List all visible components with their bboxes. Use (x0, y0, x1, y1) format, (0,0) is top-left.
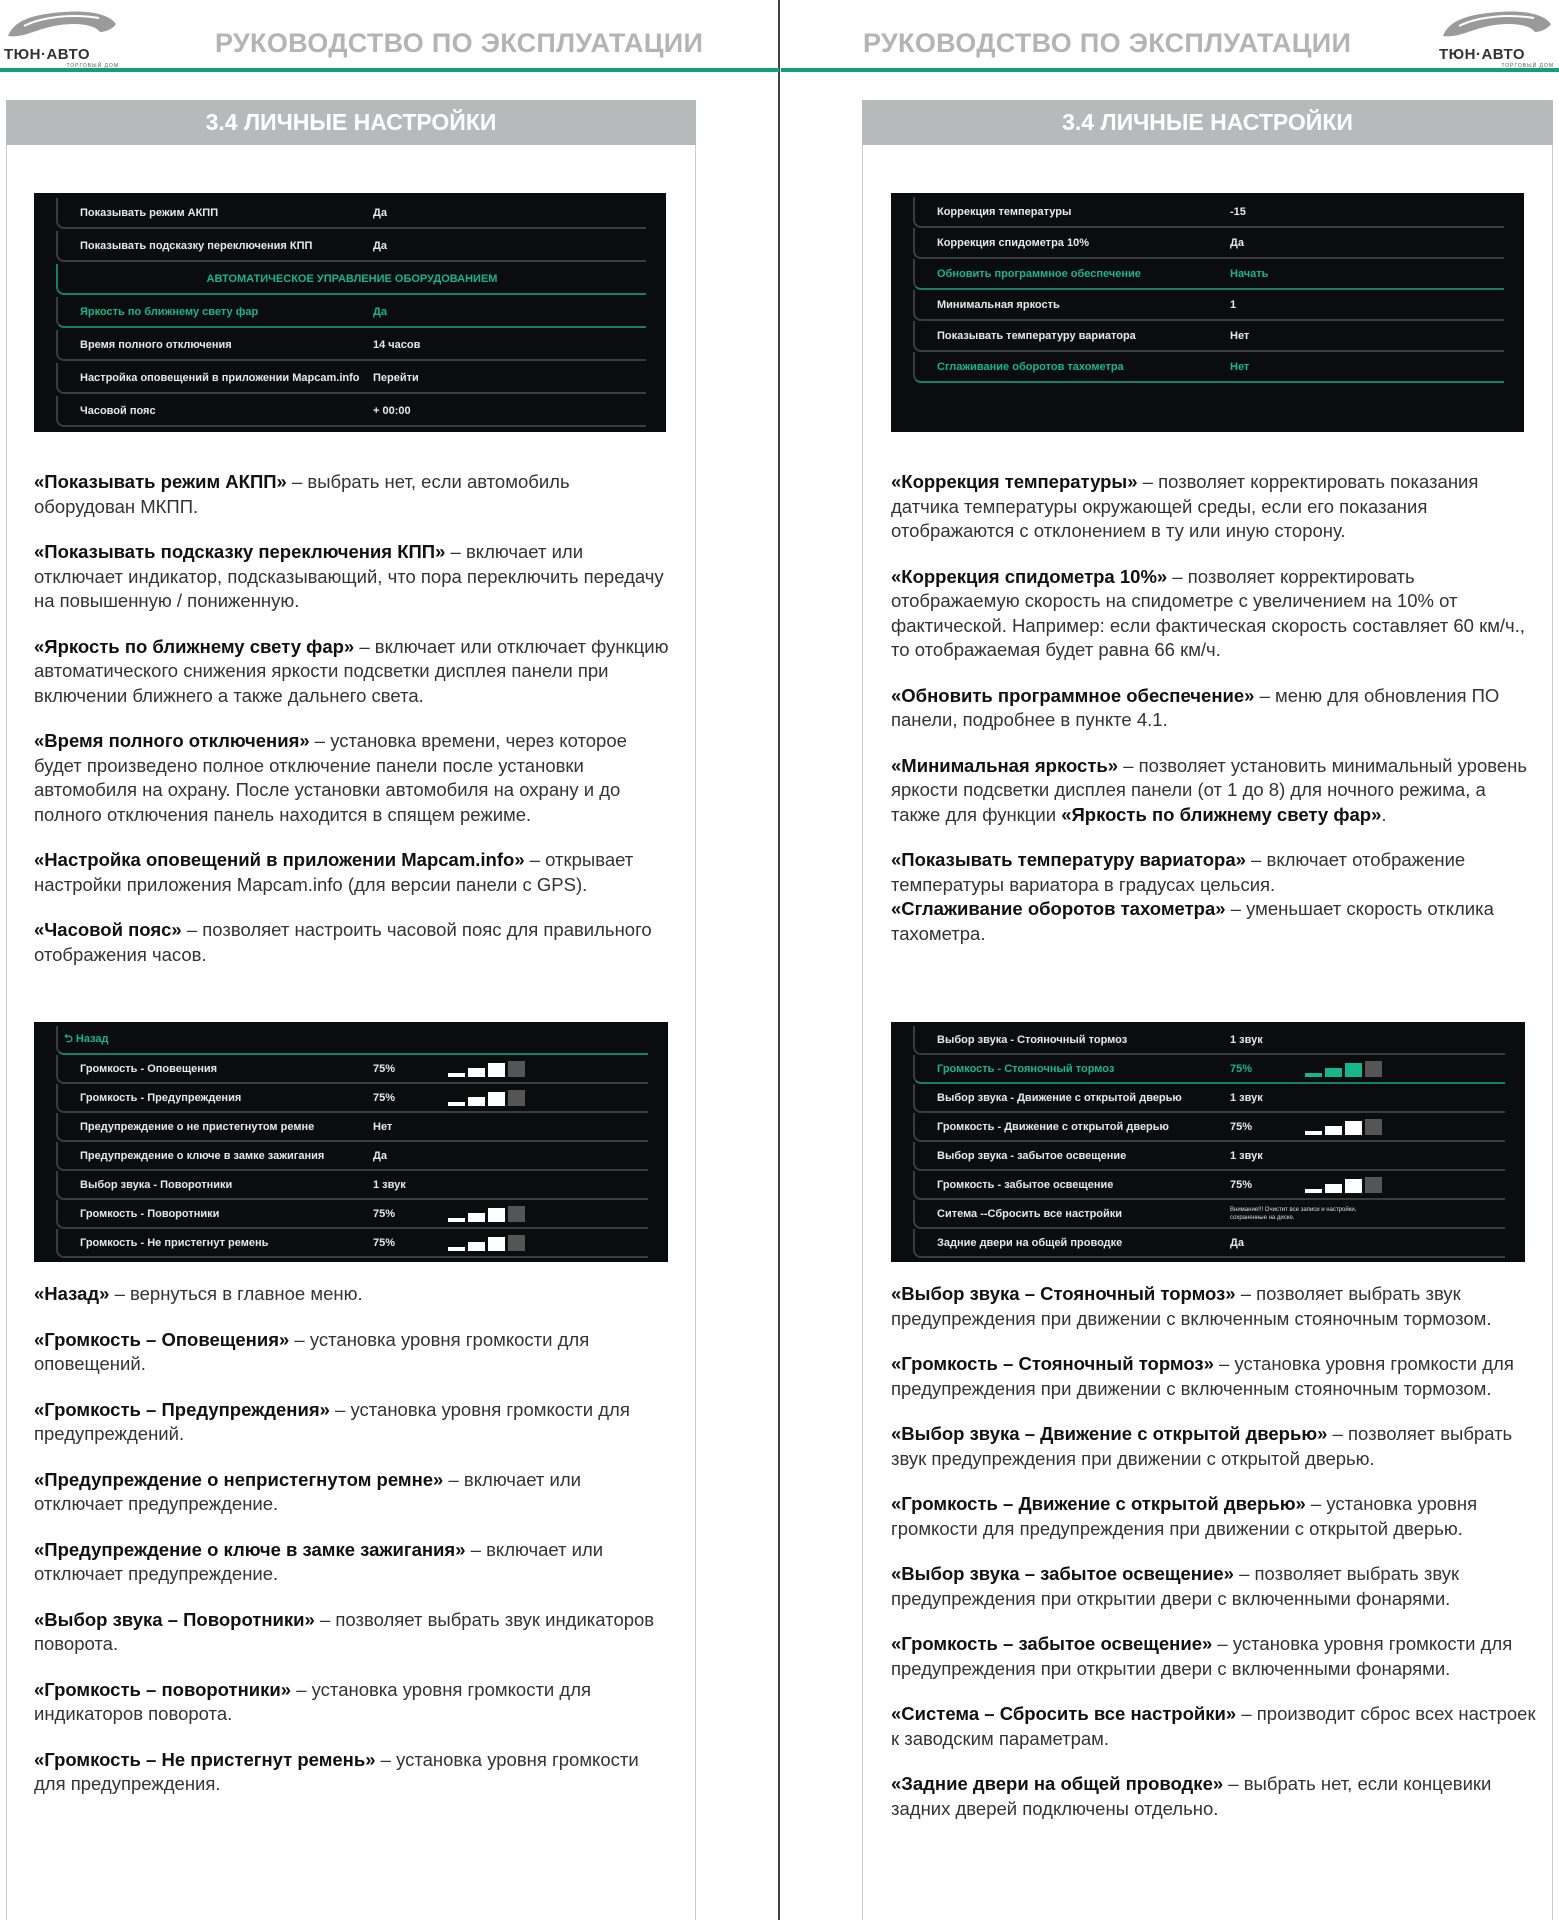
setting-label: Громкость - забытое освещение (937, 1178, 1114, 1191)
setting-value: 75% (373, 1062, 396, 1075)
page-header (781, 0, 1559, 72)
volume-level-bars[interactable] (448, 1090, 525, 1106)
setting-label: Яркость по ближнему свету фар (80, 305, 259, 318)
setting-label: Выбор звука - Стояночный тормоз (937, 1033, 1128, 1046)
volume-bar (1325, 1126, 1342, 1135)
setting-label: Предупреждение о ключе в замке зажигания (80, 1149, 325, 1162)
setting-label: Выбор звука - забытое освещение (937, 1149, 1127, 1162)
setting-value: + 00:00 (373, 404, 411, 417)
term-description: – меню для обновления ПО панели, подробнее в пункте 4.1. (891, 684, 1500, 730)
setting-value: 1 звук (1230, 1149, 1263, 1162)
setting-value: 1 звук (373, 1178, 406, 1191)
setting-value: Да (373, 206, 387, 219)
term-description: – производит сброс всех настроек к заводским параметрам. (891, 1703, 1536, 1749)
right-page (781, 0, 1559, 1920)
description-text (891, 1282, 1536, 1842)
setting-value: Нет (1230, 329, 1250, 342)
volume-bar (1325, 1184, 1342, 1193)
term-name: «Выбор звука – Стояночный тормоз» (891, 1283, 1236, 1304)
term-name: «Настройка оповещений в приложении Mapcam.info» (34, 849, 525, 870)
setting-value: 75% (1230, 1178, 1253, 1191)
settings-row[interactable] (56, 231, 646, 262)
term-name: «Система – Сбросить все настройки» (891, 1703, 1237, 1724)
volume-bar (508, 1206, 525, 1222)
description-paragraph (891, 1562, 1536, 1611)
volume-bar (1345, 1179, 1362, 1193)
settings-row[interactable] (56, 1229, 648, 1258)
term-description: – установка уровня громкости для предупреждения при движении с открытой дверью. (891, 1493, 1478, 1539)
description-paragraph (34, 1282, 674, 1307)
term-description: – включает или отключает индикатор, подсказывающий, что пора переключить передачу на повышенную / пониженную. (34, 541, 664, 611)
term-description: – установка уровня громкости для индикаторов поворота. (34, 1678, 592, 1724)
setting-label: Коррекция спидометра 10% (937, 236, 1089, 249)
term-name: «Громкость – Предупреждения» (34, 1398, 330, 1420)
term-name: «Предупреждение о непристегнутом ремне» (34, 1468, 444, 1490)
volume-bar (448, 1073, 465, 1077)
term-description: – открывает настройки приложения Mapcam.info (для версии панели с GPS). (34, 849, 634, 895)
term-description: – включает отображение температуры вариатора в градусах цельсия. (891, 849, 1466, 895)
description-text (34, 470, 674, 988)
settings-row[interactable] (56, 1142, 648, 1171)
settings-row[interactable] (56, 1113, 648, 1142)
volume-bar (468, 1242, 485, 1251)
term-name: «Обновить программное обеспечение» (891, 684, 1255, 706)
settings-row[interactable] (56, 1084, 648, 1113)
description-paragraph (891, 684, 1531, 733)
volume-bar (448, 1218, 465, 1222)
description-paragraph (34, 1748, 674, 1797)
term-name: «Яркость по ближнему свету фар» (1061, 803, 1382, 825)
setting-value: 14 часов (373, 338, 421, 351)
warning-note: Внимание!!! Очистит все записи и настройки, сохраненные на диске. (1230, 1206, 1357, 1221)
setting-label: Коррекция температуры (937, 205, 1072, 218)
term-description: – установка уровня громкости для предупреждения при открытии двери с включенными фонарями. (891, 1633, 1513, 1679)
description-paragraph (34, 635, 674, 709)
section-heading: АВТОМАТИЧЕСКОЕ УПРАВЛЕНИЕ ОБОРУДОВАНИЕМ (206, 272, 498, 285)
volume-bar (448, 1102, 465, 1106)
term-name: «Сглаживание оборотов тахометра» (891, 898, 1226, 919)
setting-label: Задние двери на общей проводке (937, 1236, 1123, 1249)
description-paragraph (891, 1422, 1536, 1471)
volume-bar (488, 1063, 505, 1077)
description-paragraph (34, 1678, 674, 1727)
volume-level-bars[interactable] (448, 1061, 525, 1077)
setting-value: 75% (1230, 1062, 1253, 1075)
settings-row[interactable] (56, 297, 646, 328)
setting-label: Громкость - Оповещения (80, 1062, 218, 1075)
settings-row[interactable] (913, 321, 1504, 352)
volume-bar (468, 1097, 485, 1106)
term-name: «Показывать режим АКПП» (34, 471, 287, 492)
setting-value: 1 звук (1230, 1091, 1263, 1104)
description-paragraph (891, 754, 1531, 828)
description-paragraph (34, 918, 674, 967)
setting-value: 1 звук (1230, 1033, 1263, 1046)
setting-value: Да (373, 1149, 387, 1162)
settings-row[interactable] (913, 290, 1504, 321)
header-title: РУКОВОДСТВО ПО ЭКСПЛУАТАЦИИ (863, 28, 1352, 58)
term-description: – включает или отключает предупреждение. (34, 1538, 604, 1584)
term-name: «Громкость – Стояночный тормоз» (891, 1353, 1214, 1374)
term-description: – позволяет выбрать звук индикаторов поворота. (34, 1608, 655, 1654)
settings-row[interactable] (913, 1142, 1505, 1171)
volume-bar (1305, 1189, 1322, 1193)
description-paragraph (891, 1352, 1536, 1401)
setting-value: Да (1230, 236, 1244, 249)
description-paragraph (34, 1538, 674, 1587)
description-text (34, 1282, 674, 1818)
header-title: РУКОВОДСТВО ПО ЭКСПЛУАТАЦИИ (215, 28, 704, 58)
settings-row[interactable] (913, 352, 1504, 383)
term-name: «Громкость – поворотники» (34, 1678, 292, 1700)
volume-bar (1365, 1119, 1382, 1135)
settings-row[interactable] (913, 1113, 1505, 1142)
volume-bar (1345, 1121, 1362, 1135)
term-description: – включает или отключает функцию автоматического снижения яркости подсветки дисплея панели при включении ближнего а также дальнего света. (34, 635, 669, 706)
car-logo-icon (4, 6, 119, 42)
settings-row[interactable] (56, 264, 646, 295)
description-paragraph (891, 1492, 1536, 1541)
setting-label: Часовой пояс (80, 404, 156, 417)
description-paragraph (34, 848, 674, 897)
settings-row[interactable] (56, 330, 646, 361)
term-name: «Минимальная яркость» (891, 754, 1119, 776)
description-paragraph (891, 1282, 1536, 1331)
setting-value: Да (373, 305, 387, 318)
settings-row[interactable] (913, 1229, 1505, 1258)
section-banner: 3.4 ЛИЧНЫЕ НАСТРОЙКИ (862, 100, 1553, 145)
setting-label: Показывать подсказку переключения КПП (80, 239, 313, 252)
back-button[interactable] (58, 1030, 373, 1049)
settings-row[interactable] (56, 363, 646, 394)
setting-label: Громкость - Стояночный тормоз (937, 1062, 1115, 1075)
settings-row[interactable] (913, 228, 1504, 259)
volume-bar (1305, 1073, 1322, 1077)
section-banner: 3.4 ЛИЧНЫЕ НАСТРОЙКИ (6, 100, 696, 145)
setting-value: 75% (373, 1236, 396, 1249)
setting-value: 75% (373, 1091, 396, 1104)
description-paragraph (891, 1702, 1536, 1751)
volume-bar (508, 1061, 525, 1077)
settings-row[interactable] (56, 1171, 648, 1200)
sound-settings-screen (34, 1022, 668, 1262)
volume-bar (508, 1235, 525, 1251)
term-description: – установка уровня громкости для оповещений. (34, 1328, 590, 1374)
back-label: Назад (75, 1033, 109, 1045)
term-description: – включает или отключает предупреждение. (34, 1468, 581, 1514)
description-paragraph (891, 1772, 1536, 1821)
term-description: . (1381, 803, 1387, 825)
sound-settings-screen (891, 1022, 1525, 1262)
term-description: – позволяет корректировать отображаемую скорость на спидометре с увеличением на 10% от фактической. Например: если фактическая скорость составляет 60 км/ч., то отображаемая будет равна 66 км/ч. (891, 565, 1525, 660)
description-paragraph (34, 1398, 674, 1447)
volume-bar (1365, 1061, 1382, 1077)
term-description: – установка времени, через которое будет произведено полное отключение панели после установки автомобиля на охрану. После установки автомобиля на охрану и до полного отключения панель находится в спящем режиме. (34, 730, 627, 825)
term-description: – установка уровня громкости для предупреждения. (34, 1748, 639, 1794)
setting-label: Громкость - Не пристегнут ремень (80, 1236, 269, 1249)
setting-value: Нет (373, 1120, 393, 1133)
setting-label: Время полного отключения (80, 338, 232, 351)
term-name: «Коррекция спидометра 10%» (891, 565, 1168, 587)
description-paragraph (891, 470, 1531, 544)
car-logo-icon (1439, 6, 1554, 42)
setting-label: Обновить программное обеспечение (937, 267, 1141, 280)
volume-level-bars[interactable] (448, 1206, 525, 1222)
term-description: – выбрать нет, если автомобиль оборудован МКПП. (34, 471, 570, 517)
term-name: «Выбор звука – Поворотники» (34, 1608, 315, 1630)
volume-bar (508, 1090, 525, 1106)
volume-level-bars[interactable] (1305, 1177, 1382, 1193)
volume-bar (1365, 1177, 1382, 1193)
back-arrow-icon: ⮌ (64, 1033, 76, 1045)
term-name: «Выбор звука – забытое освещение» (891, 1563, 1234, 1584)
volume-level-bars[interactable] (1305, 1061, 1382, 1077)
settings-row[interactable] (913, 1084, 1505, 1113)
term-description: – вернуться в главное меню. (109, 1283, 363, 1304)
volume-bar (488, 1208, 505, 1222)
description-paragraph (891, 848, 1531, 897)
volume-bar (448, 1247, 465, 1251)
setting-value: Нет (1230, 360, 1250, 373)
term-name: «Коррекция температуры» (891, 471, 1138, 492)
term-description: – позволяет настроить часовой пояс для правильного отображения часов. (34, 919, 652, 965)
setting-value: Начать (1230, 267, 1269, 280)
settings-screen (34, 193, 666, 432)
volume-level-bars[interactable] (1305, 1119, 1382, 1135)
description-paragraph (34, 470, 674, 519)
term-name: «Часовой пояс» (34, 919, 182, 940)
term-description: – позволяет выбрать звук предупреждения при движении с включенным стояночным тормозом. (891, 1283, 1492, 1329)
term-name: «Назад» (34, 1283, 110, 1304)
term-name: «Показывать температуру вариатора» (891, 849, 1246, 870)
term-name: «Громкость – забытое освещение» (891, 1633, 1213, 1654)
setting-label: Показывать температуру вариатора (937, 329, 1136, 342)
settings-row[interactable] (913, 1200, 1505, 1229)
setting-value: 1 (1230, 298, 1237, 311)
setting-value: -15 (1230, 205, 1246, 218)
term-name: «Показывать подсказку переключения КПП» (34, 541, 446, 562)
volume-level-bars[interactable] (448, 1235, 525, 1251)
settings-row[interactable] (56, 1026, 648, 1055)
setting-label: Показывать режим АКПП (80, 206, 219, 219)
settings-row[interactable] (913, 197, 1504, 228)
settings-row[interactable] (56, 396, 646, 427)
setting-label: Громкость - Предупреждения (80, 1091, 242, 1104)
settings-screen (891, 193, 1524, 432)
setting-label: Минимальная яркость (937, 298, 1060, 311)
description-paragraph (34, 1468, 674, 1517)
term-name: «Громкость – Движение с открытой дверью» (891, 1493, 1306, 1514)
volume-bar (1345, 1063, 1362, 1077)
term-name: «Предупреждение о ключе в замке зажигания» (34, 1538, 466, 1560)
setting-value: 75% (373, 1207, 396, 1220)
setting-label: Выбор звука - Движение с открытой дверью (937, 1091, 1182, 1104)
term-description: – уменьшает скорость отклика тахометра. (891, 898, 1494, 944)
term-name: «Выбор звука – Движение с открытой дверью» (891, 1423, 1328, 1444)
volume-bar (488, 1092, 505, 1106)
setting-value: Да (1230, 1236, 1244, 1249)
term-description: – позволяет выбрать звук предупреждения при движении с открытой дверью. (891, 1423, 1513, 1469)
setting-value: Да (373, 239, 387, 252)
term-name: «Громкость – Оповещения» (34, 1328, 290, 1350)
term-name: «Громкость – Не пристегнут ремень» (34, 1748, 376, 1770)
setting-label: Настройка оповещений в приложении Mapcam.info (80, 371, 360, 384)
term-description: – позволяет выбрать звук предупреждения при открытии двери с включенными фонарями. (891, 1563, 1460, 1609)
settings-row[interactable] (913, 1026, 1505, 1055)
description-paragraph (34, 540, 674, 614)
term-description: – установка уровня громкости для предупреждений. (34, 1398, 630, 1444)
setting-label: Ситема --Сбросить все настройки (937, 1207, 1123, 1220)
settings-row[interactable] (56, 1055, 648, 1084)
description-paragraph (34, 729, 674, 827)
brand-logo: ТЮН·АВТО ТОРГОВЫЙ ДОМ (4, 6, 119, 66)
volume-bar (1325, 1068, 1342, 1077)
settings-row[interactable] (56, 1200, 648, 1229)
term-name: «Время полного отключения» (34, 730, 310, 751)
left-page (0, 0, 779, 1920)
description-paragraph (891, 897, 1531, 946)
term-name: «Задние двери на общей проводке» (891, 1773, 1224, 1794)
volume-bar (468, 1213, 485, 1222)
setting-label: Выбор звука - Поворотники (80, 1178, 233, 1191)
term-description: – позволяет корректировать показания датчика температуры окружающей среды, если его показания отображаются с отклонением в ту или иную сторону. (891, 471, 1479, 541)
volume-bar (468, 1068, 485, 1077)
volume-bar (488, 1237, 505, 1251)
settings-row[interactable] (56, 198, 646, 229)
settings-row[interactable] (913, 259, 1504, 290)
term-description: – установка уровня громкости для предупреждения при движении с включенным стояночным тормозом. (891, 1353, 1514, 1399)
setting-label: Сглаживание оборотов тахометра (937, 360, 1124, 373)
setting-label: Громкость - Движение с открытой дверью (937, 1120, 1169, 1133)
description-paragraph (34, 1328, 674, 1377)
description-paragraph (34, 1608, 674, 1657)
volume-bar (1305, 1131, 1322, 1135)
setting-value: 75% (1230, 1120, 1253, 1133)
page-header (0, 0, 779, 72)
brand-logo: ТЮН·АВТО ТОРГОВЫЙ ДОМ (1439, 6, 1554, 66)
setting-value: Перейти (373, 371, 419, 384)
description-paragraph (891, 565, 1531, 663)
description-paragraph (891, 1632, 1536, 1681)
settings-row[interactable] (913, 1055, 1505, 1084)
description-text (891, 470, 1531, 967)
term-name: «Яркость по ближнему свету фар» (34, 635, 355, 657)
setting-label: Предупреждение о не пристегнутом ремне (80, 1120, 315, 1133)
term-description: – позволяет установить минимальный уровень яркости подсветки дисплея панели (от 1 до 8) для ночного режима, а также для функции (891, 754, 1527, 825)
settings-row[interactable] (913, 1171, 1505, 1200)
term-description: – выбрать нет, если концевики задних дверей подключены отдельно. (891, 1773, 1492, 1819)
setting-label: Громкость - Поворотники (80, 1207, 220, 1220)
